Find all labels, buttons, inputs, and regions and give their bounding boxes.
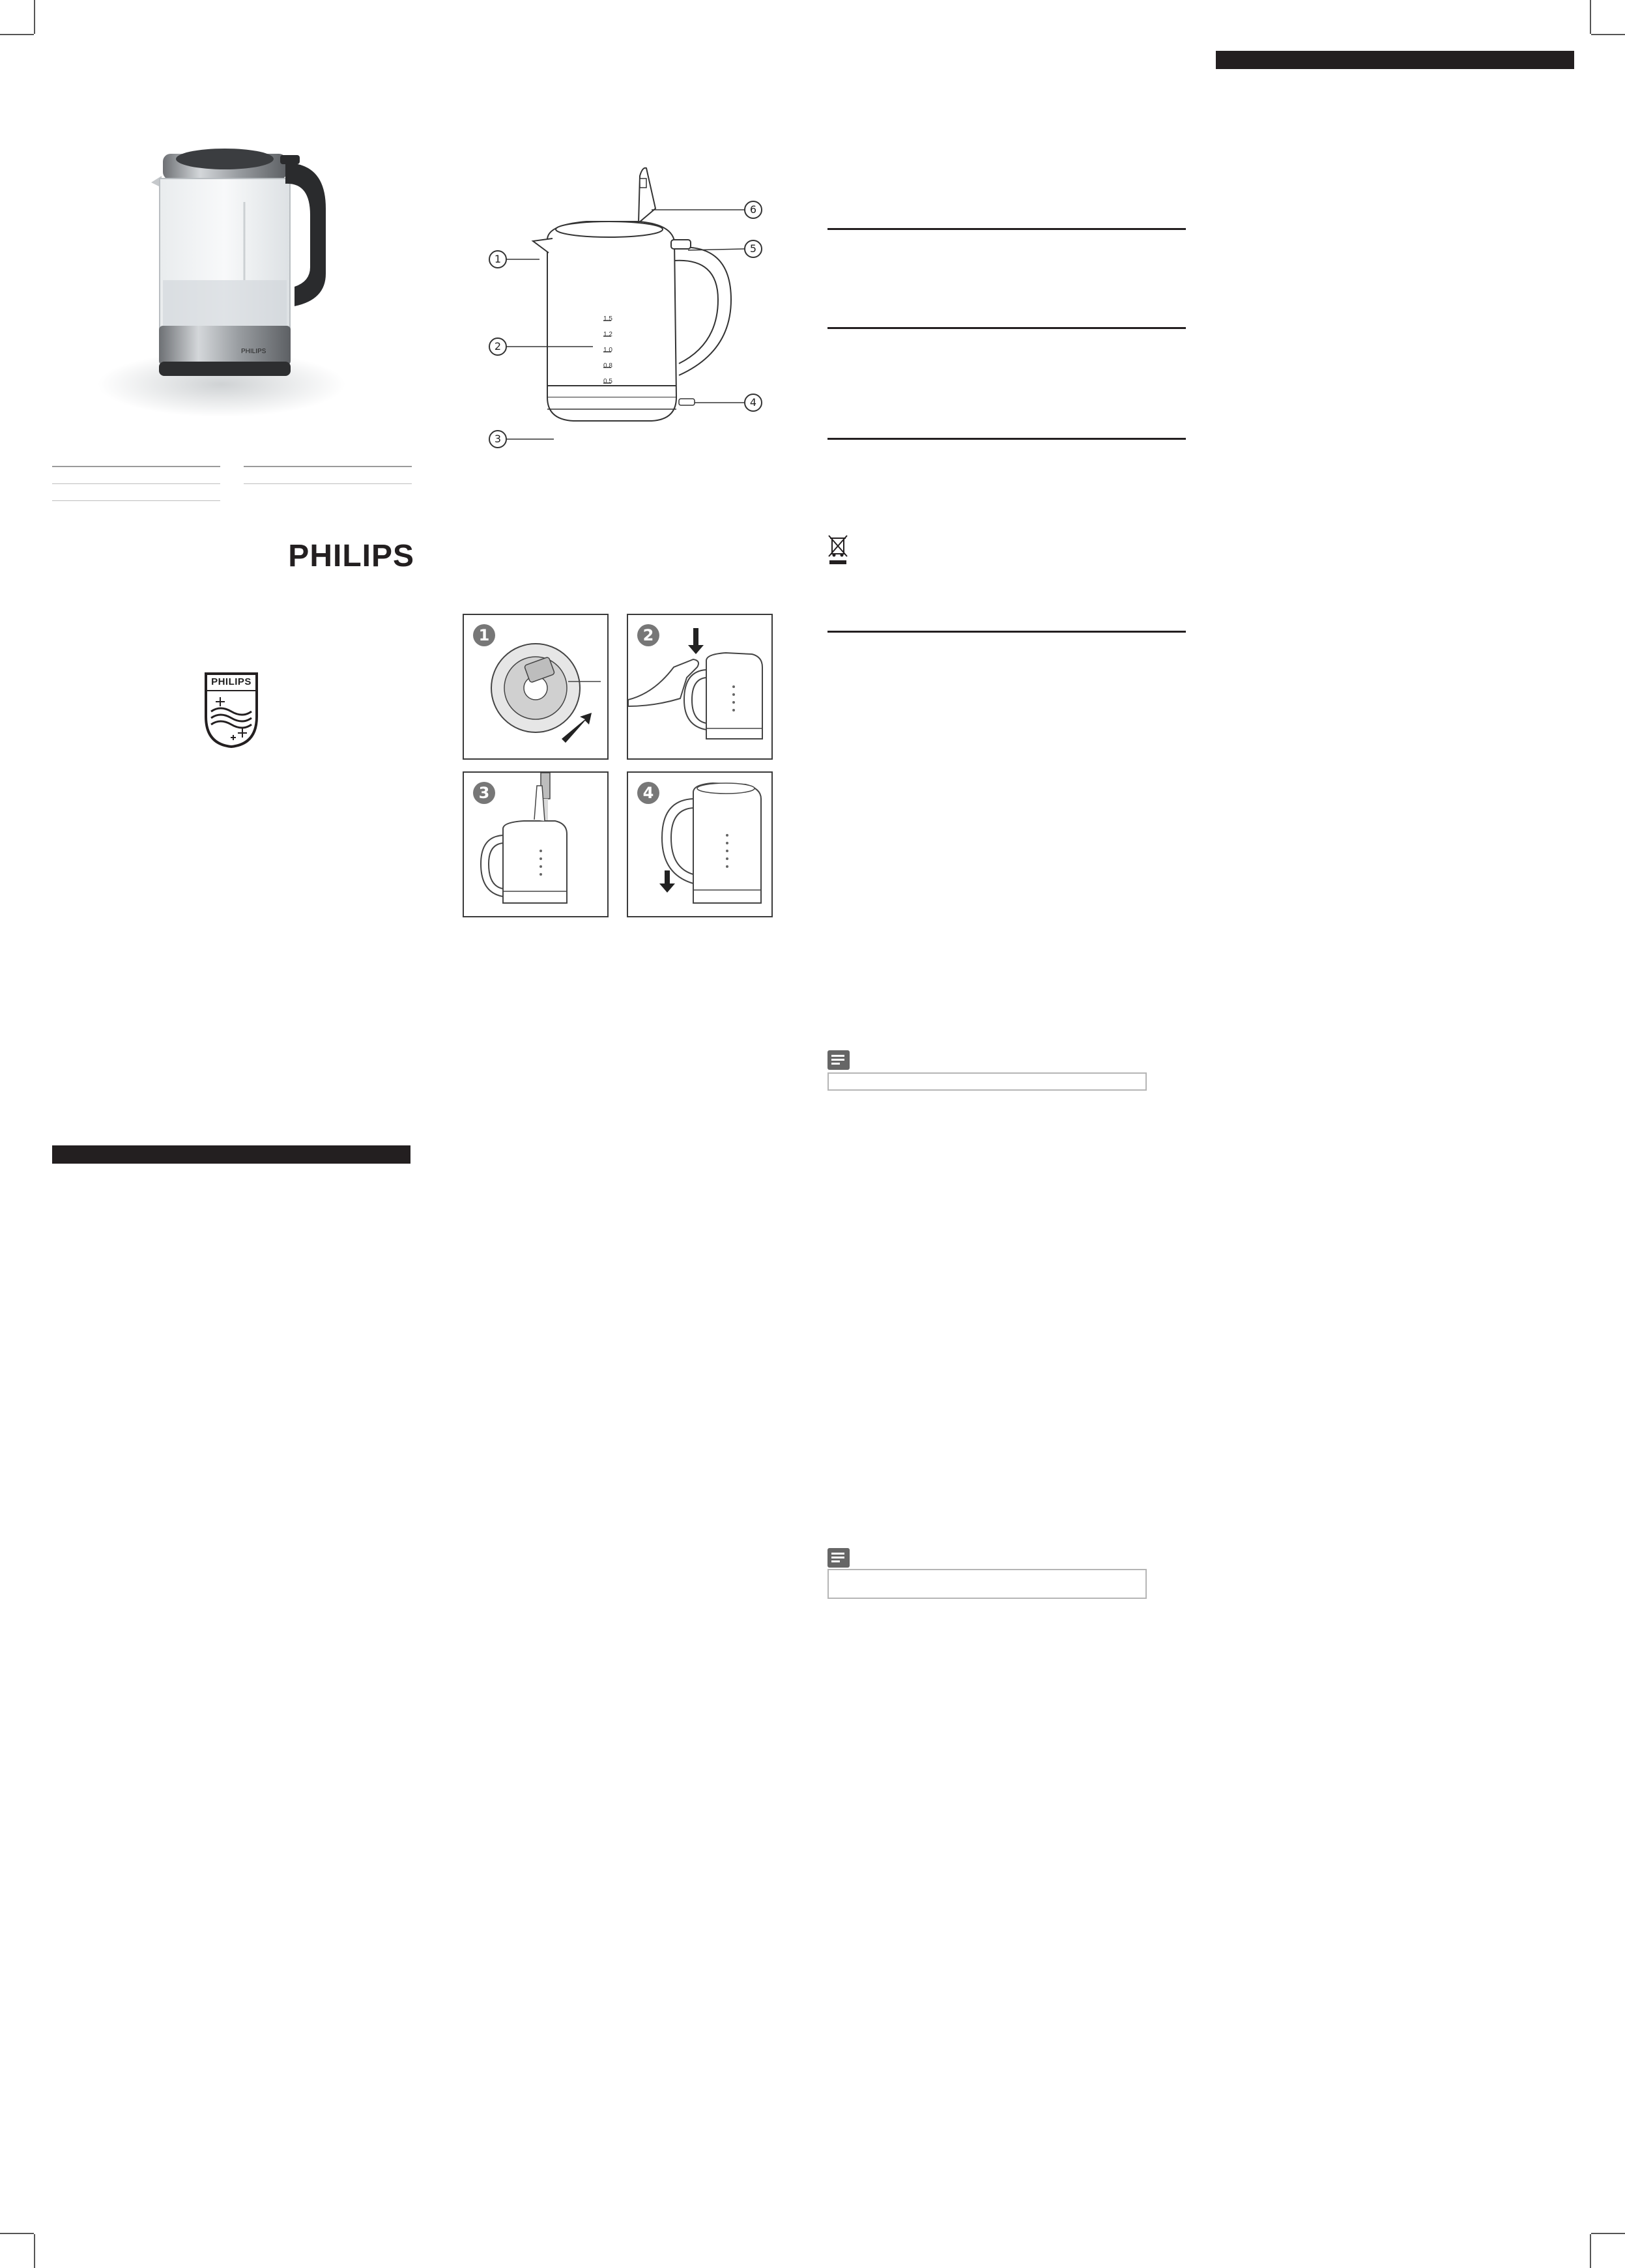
callout-5: 5	[744, 240, 762, 258]
section-header-bar-top-right	[1216, 51, 1574, 69]
crop-mark-bottom-right-v	[1590, 2234, 1591, 2268]
philips-wordmark: PHILIPS	[288, 539, 414, 573]
crop-mark-top-right-h	[1591, 34, 1625, 35]
crop-mark-bottom-right-h	[1591, 2233, 1625, 2234]
kettle-parts-diagram	[476, 156, 782, 463]
level-mark-5: 0.5	[603, 378, 612, 385]
rule-left-2	[52, 483, 220, 484]
rule-left-3	[52, 500, 220, 501]
note-icon	[827, 1050, 850, 1070]
section-rule-3	[827, 438, 1186, 440]
level-mark-2: 1.2	[603, 331, 612, 338]
rule-left-1	[52, 466, 220, 467]
section-header-bar-left	[52, 1145, 410, 1164]
callout-6: 6	[744, 201, 762, 219]
level-mark-3: 1.0	[603, 347, 612, 354]
step-number-3: 3	[473, 782, 495, 804]
rule-right-2	[244, 483, 412, 484]
rule-right-1	[244, 466, 412, 467]
section-rule-1	[827, 228, 1186, 230]
crop-mark-bottom-left-h	[0, 2233, 34, 2234]
step-number-2: 2	[637, 624, 659, 646]
callout-4: 4	[744, 394, 762, 412]
step-panel-3	[463, 771, 609, 917]
level-mark-1: 1.5	[603, 315, 612, 323]
step-number-4: 4	[637, 782, 659, 804]
level-mark-4: 0.8	[603, 362, 612, 369]
svg-text:PHILIPS: PHILIPS	[241, 348, 266, 355]
section-rule-4	[827, 631, 1186, 633]
callout-2: 2	[489, 337, 507, 356]
note-icon	[827, 1548, 850, 1568]
step-number-1: 1	[473, 624, 495, 646]
note-box-2	[827, 1569, 1147, 1599]
callout-1: 1	[489, 250, 507, 268]
step-panel-1	[463, 614, 609, 760]
step-panel-2	[627, 614, 773, 760]
crop-mark-top-left-h	[0, 34, 34, 35]
shield-wordmark: PHILIPS	[211, 676, 252, 687]
callout-3: 3	[489, 430, 507, 448]
crossed-out-bin-icon	[826, 534, 850, 566]
crop-mark-top-right-v	[1590, 0, 1591, 34]
note-box-1	[827, 1072, 1147, 1091]
kettle-product-photo	[91, 111, 352, 437]
section-rule-2	[827, 327, 1186, 329]
crop-mark-top-left-v	[34, 0, 35, 34]
step-panel-4	[627, 771, 773, 917]
crop-mark-bottom-left-v	[34, 2234, 35, 2268]
